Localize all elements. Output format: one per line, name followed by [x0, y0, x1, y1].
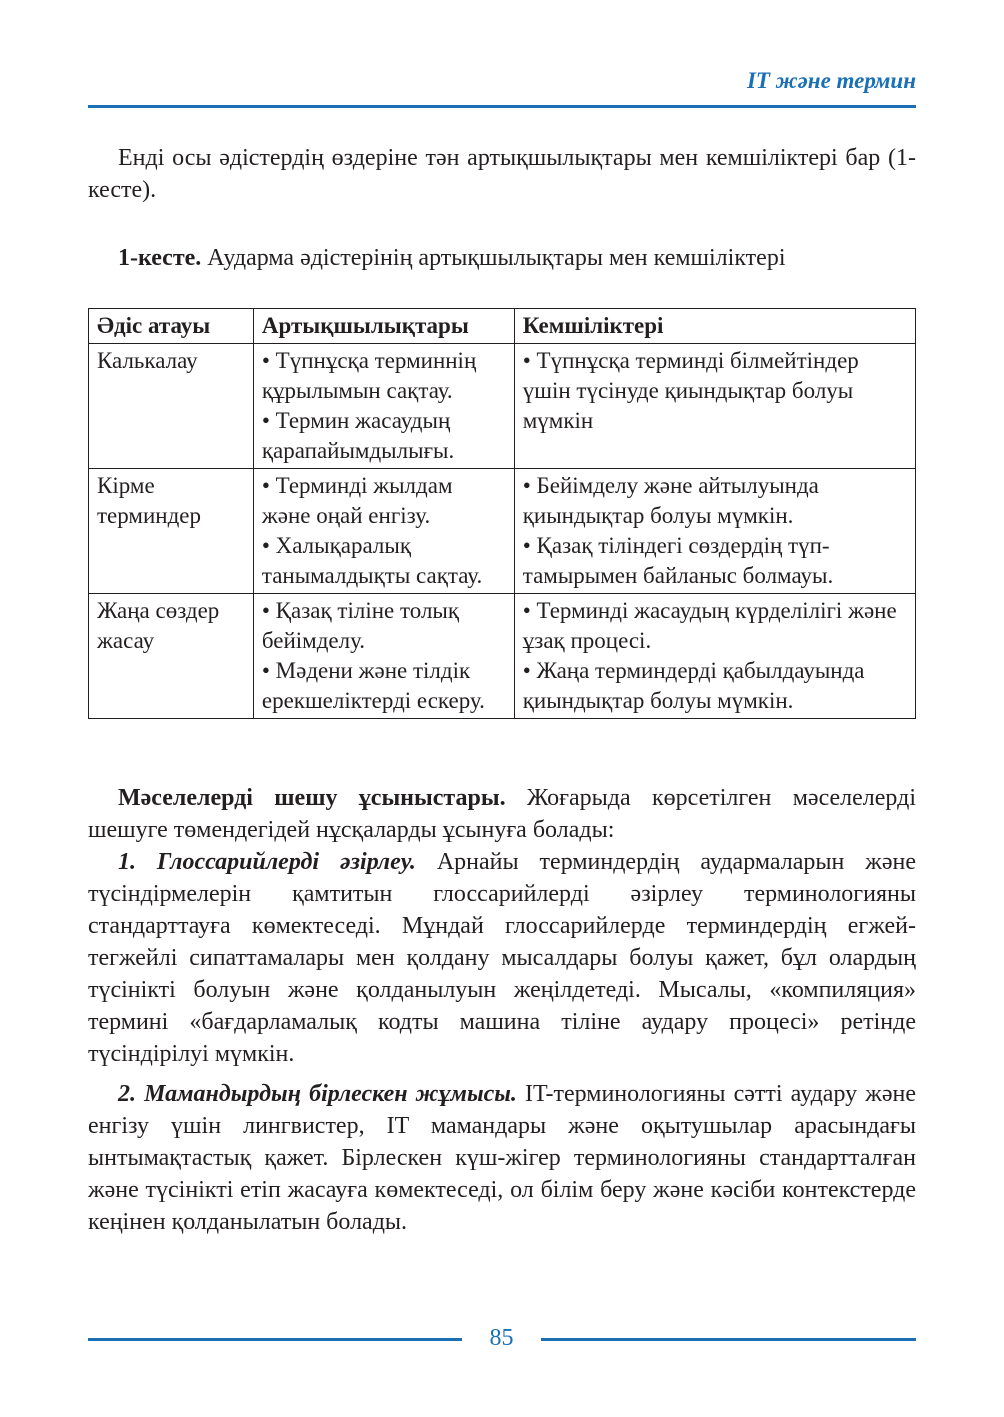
pros-cell — [253, 344, 514, 469]
footer-rule-left — [88, 1338, 462, 1341]
intro-paragraph: Енді осы әдістердің өздеріне тән артықшылықтары мен кемшіліктері бар (1-кесте). — [88, 145, 916, 203]
cons-item: • Қазақ тіліндегі сөздердің түп-тамырымен байланыс болмауы. — [522, 533, 834, 588]
pros-item: • Терминді жылдам және оңай енгізу. — [261, 473, 453, 528]
method-cell: Калькалау — [89, 344, 254, 469]
item2-text: IT-терминологияны сәтті аудару және енгізу үшін лингвистер, IT мамандары және оқытушылар арасындағы ынтымақтастық қажет. Бірлескен күш-жігер терминологияны стандартталған және түсінікті етіп жасауға көмектеседі, ол білім беру және кәсіби контекстерде кеңінен қолданылатын болады. — [88, 1081, 916, 1235]
table-header-row — [89, 309, 916, 344]
cons-item: • Бейімделу және айтылуында қиындықтар болуы мүмкін. — [522, 473, 819, 528]
item1-text: Арнайы терминдердің аудармаларын және түсіндірмелерін қамтитын глоссарийлерді әзірлеу терминологияны стандарттауға көмектеседі. Мұндай глоссарийлерде терминдердің егжей-тегжейлі сипаттамалары мен қолдану мысалдары болуы қажет, бұл олардың түсінікті болуын және қолданылуын жеңілдетеді. Мысалы, «компиляция» термині «бағдарламалық кодты машина тіліне аудару процесі» ретінде түсіндірілуі мүмкін. — [88, 849, 916, 1067]
item2-lead: 2. Мамандырдың бірлескен жұмысы. — [118, 1081, 517, 1107]
header-pros: Артықшылықтары — [253, 309, 514, 344]
pros-cell — [253, 594, 514, 719]
pros-cell — [253, 469, 514, 594]
pros-item: • Халықаралық танымалдықты сақтау. — [261, 533, 483, 588]
item1-paragraph — [88, 846, 916, 1070]
cons-item: • Терминді жасаудың күрделілігі және ұзақ процесі. — [522, 598, 897, 653]
solutions-text: Жоғарыда көрсетілген мәселелерді шешуге төмендегідей нұсқаларды ұсынуға болады: — [88, 785, 916, 843]
cons-item: • Жаңа терминдерді қабылдауында қиындықтар болуы мүмкін. — [522, 658, 865, 713]
pros-item: • Қазақ тіліне толық бейімделу. — [261, 598, 460, 653]
table-row — [89, 344, 916, 469]
comparison-table — [88, 308, 916, 719]
item1-lead: 1. Глоссарийлерді әзірлеу. — [118, 849, 416, 875]
cons-cell — [514, 594, 915, 719]
header-method: Әдіс атауы — [89, 309, 254, 344]
running-title: IT және термин — [746, 68, 916, 93]
caption-text: Аударма әдістерінің артықшылықтары мен кемшіліктері — [201, 245, 786, 271]
footer-rule-right — [541, 1338, 916, 1341]
header-rule — [88, 105, 916, 108]
pros-item: • Термин жасаудың қарапайымдылығы. — [261, 408, 455, 463]
table-caption — [88, 242, 916, 274]
method-cell: Кірме терминдер — [89, 469, 254, 594]
pros-item: • Мәдени және тілдік ерекшеліктерді ескеру. — [261, 658, 485, 713]
pros-item: • Түпнұсқа терминнің құрылымын сақтау. — [261, 348, 477, 403]
header-cons: Кемшіліктері — [514, 309, 915, 344]
method-cell: Жаңа сөздер жасау — [89, 594, 254, 719]
solutions-paragraph — [88, 782, 916, 846]
cons-cell — [514, 344, 915, 469]
item2-paragraph — [88, 1078, 916, 1238]
caption-label: 1-кесте. — [118, 245, 202, 271]
table-row — [89, 469, 916, 594]
cons-item: • Түпнұсқа терминді білмейтіндер үшін түсінуде қиындықтар болуы мүмкін — [522, 348, 859, 433]
table-row — [89, 594, 916, 719]
page-number: 85 — [489, 1325, 514, 1351]
solutions-lead: Мәселелерді шешу ұсыныстары. — [118, 785, 506, 811]
cons-cell — [514, 469, 915, 594]
